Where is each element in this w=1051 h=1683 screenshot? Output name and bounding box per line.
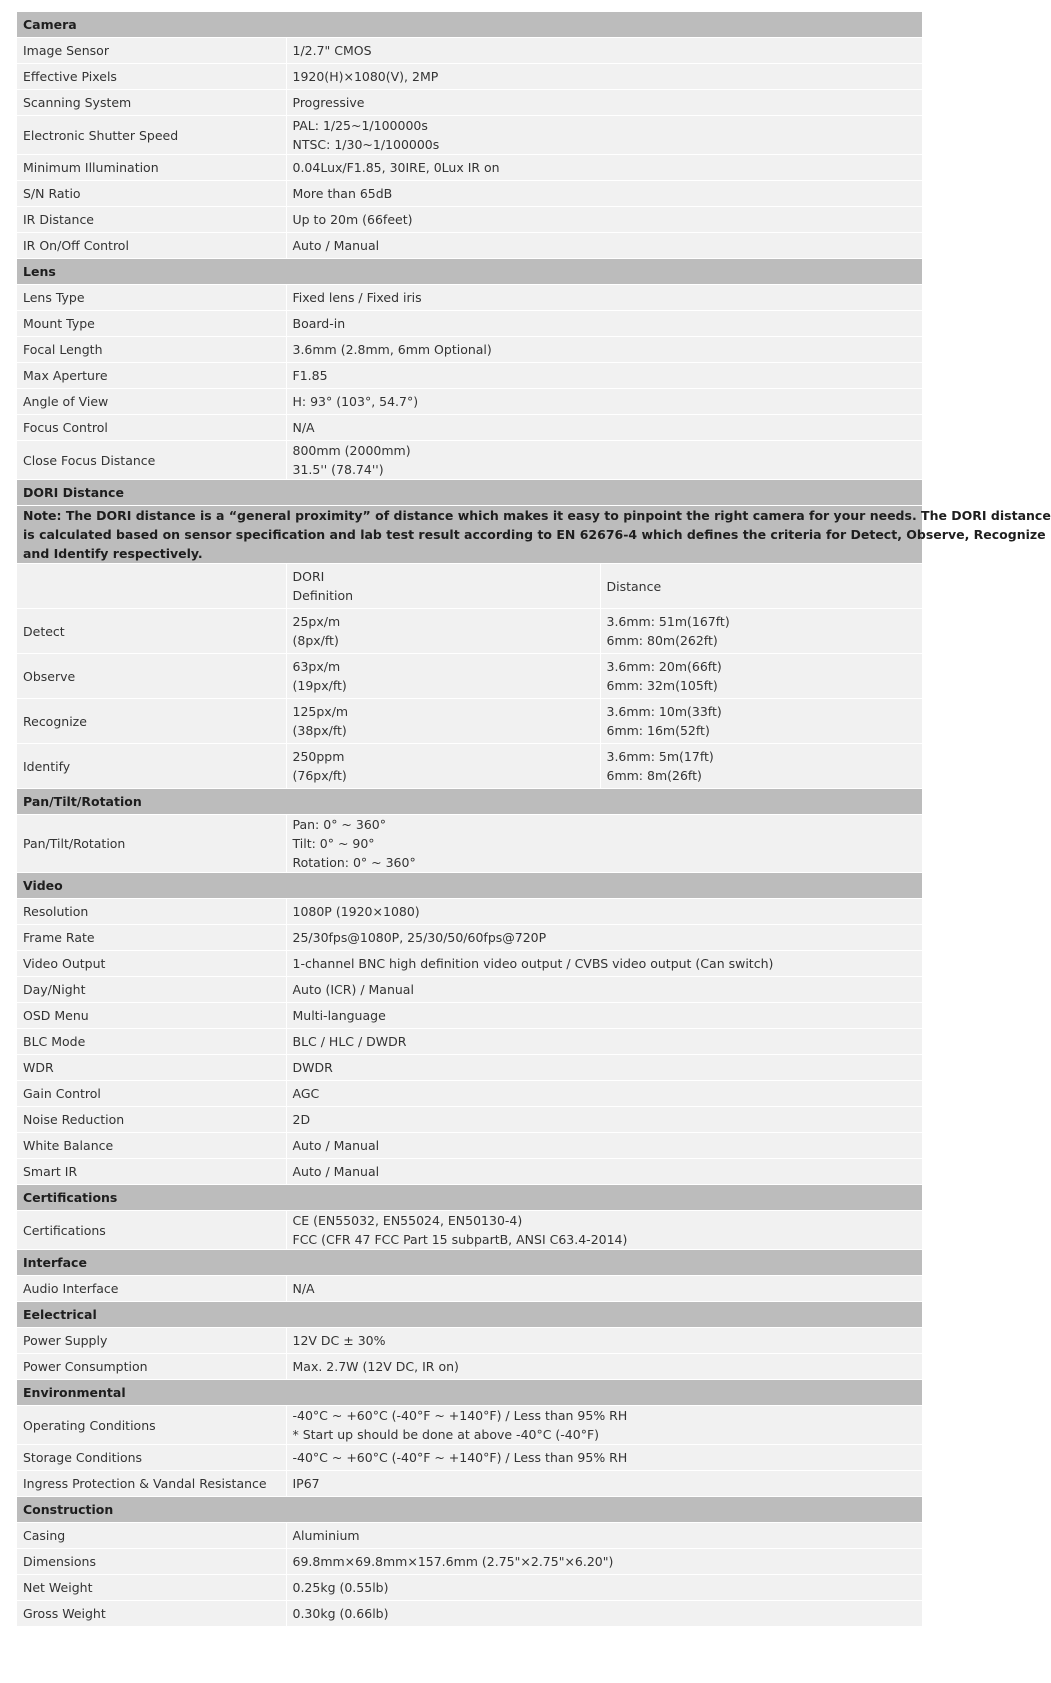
spec-label: Minimum Illumination — [17, 155, 286, 181]
spec-label: Gain Control — [17, 1081, 286, 1107]
spec-value: -40°C ~ +60°C (-40°F ~ +140°F) / Less than 95% RH — [286, 1445, 922, 1471]
dori-distance: 3.6mm: 5m(17ft) 6mm: 8m(26ft) — [600, 744, 922, 789]
spec-label: S/N Ratio — [17, 181, 286, 207]
section-header-camera — [17, 12, 922, 38]
spec-row — [17, 337, 922, 363]
spec-label: Audio Interface — [17, 1276, 286, 1302]
spec-label: Max Aperture — [17, 363, 286, 389]
spec-value: 0.30kg (0.66lb) — [286, 1601, 922, 1627]
section-header-certifications — [17, 1185, 922, 1211]
spec-label: Image Sensor — [17, 38, 286, 64]
dori-row — [17, 609, 922, 654]
spec-row — [17, 925, 922, 951]
spec-row — [17, 1406, 922, 1445]
dori-definition: 63px/m (19px/ft) — [286, 654, 600, 699]
spec-value: Auto / Manual — [286, 1159, 922, 1185]
spec-row — [17, 441, 922, 480]
spec-label: Gross Weight — [17, 1601, 286, 1627]
spec-value: 0.04Lux/F1.85, 30IRE, 0Lux IR on — [286, 155, 922, 181]
spec-label: WDR — [17, 1055, 286, 1081]
spec-label: White Balance — [17, 1133, 286, 1159]
section-header-video — [17, 873, 922, 899]
spec-sheet — [17, 12, 1051, 1627]
section-header-environmental — [17, 1380, 922, 1406]
spec-value: Max. 2.7W (12V DC, IR on) — [286, 1354, 922, 1380]
spec-row — [17, 1276, 922, 1302]
spec-label: Scanning System — [17, 90, 286, 116]
spec-row — [17, 233, 922, 259]
spec-label: Casing — [17, 1523, 286, 1549]
spec-label: Day/Night — [17, 977, 286, 1003]
spec-row — [17, 1081, 922, 1107]
spec-value: 1920(H)×1080(V), 2MP — [286, 64, 922, 90]
spec-value: Auto (ICR) / Manual — [286, 977, 922, 1003]
dori-distance: 3.6mm: 20m(66ft) 6mm: 32m(105ft) — [600, 654, 922, 699]
section-title: Lens — [17, 259, 922, 285]
spec-label: IR On/Off Control — [17, 233, 286, 259]
section-title: Video — [17, 873, 922, 899]
dori-label: Observe — [17, 654, 286, 699]
spec-label: Focal Length — [17, 337, 286, 363]
spec-label: Lens Type — [17, 285, 286, 311]
spec-value: AGC — [286, 1081, 922, 1107]
spec-row — [17, 1107, 922, 1133]
spec-row — [17, 815, 922, 873]
dori-note — [17, 506, 922, 564]
section-header-electrical — [17, 1302, 922, 1328]
spec-row — [17, 1601, 922, 1627]
section-title: Certifications — [17, 1185, 922, 1211]
spec-value: Auto / Manual — [286, 233, 922, 259]
spec-label: Noise Reduction — [17, 1107, 286, 1133]
spec-value: 2D — [286, 1107, 922, 1133]
dori-label: Detect — [17, 609, 286, 654]
spec-label: BLC Mode — [17, 1029, 286, 1055]
spec-value: CE (EN55032, EN55024, EN50130-4) FCC (CFR 47 FCC Part 15 subpartB, ANSI C63.4-2014) — [286, 1211, 922, 1250]
section-title: Environmental — [17, 1380, 922, 1406]
spec-label: Ingress Protection & Vandal Resistance — [17, 1471, 286, 1497]
spec-value: 12V DC ± 30% — [286, 1328, 922, 1354]
spec-row — [17, 1133, 922, 1159]
dori-label: Identify — [17, 744, 286, 789]
spec-row — [17, 1523, 922, 1549]
spec-value: Auto / Manual — [286, 1133, 922, 1159]
spec-value: H: 93° (103°, 54.7°) — [286, 389, 922, 415]
spec-row — [17, 64, 922, 90]
spec-value: F1.85 — [286, 363, 922, 389]
spec-label: Operating Conditions — [17, 1406, 286, 1445]
spec-row — [17, 951, 922, 977]
spec-row — [17, 1003, 922, 1029]
section-title: Pan/Tilt/Rotation — [17, 789, 922, 815]
spec-value: N/A — [286, 1276, 922, 1302]
dori-header-row — [17, 564, 922, 609]
dori-row — [17, 699, 922, 744]
spec-label: Power Supply — [17, 1328, 286, 1354]
spec-label: Power Consumption — [17, 1354, 286, 1380]
dori-definition: 250ppm (76px/ft) — [286, 744, 600, 789]
spec-row — [17, 285, 922, 311]
spec-row — [17, 311, 922, 337]
dori-note-line: Note: The DORI distance is a “general proximity” of distance which makes it easy to pinpoint the right camera for your needs. The DORI distance — [23, 508, 1051, 523]
spec-value: 800mm (2000mm) 31.5'' (78.74'') — [286, 441, 922, 480]
dori-definition-header: DORI Definition — [286, 564, 600, 609]
spec-label: Pan/Tilt/Rotation — [17, 815, 286, 873]
spec-value: Progressive — [286, 90, 922, 116]
dori-row — [17, 654, 922, 699]
spec-row — [17, 1549, 922, 1575]
section-title: DORI Distance — [17, 480, 922, 506]
spec-value: 1-channel BNC high definition video output / CVBS video output (Can switch) — [286, 951, 922, 977]
spec-label: Close Focus Distance — [17, 441, 286, 480]
spec-row — [17, 38, 922, 64]
spec-value: DWDR — [286, 1055, 922, 1081]
spec-label: Video Output — [17, 951, 286, 977]
spec-row — [17, 116, 922, 155]
spec-value: 25/30fps@1080P, 25/30/50/60fps@720P — [286, 925, 922, 951]
spec-row — [17, 899, 922, 925]
spec-value: 1/2.7" CMOS — [286, 38, 922, 64]
spec-label: Resolution — [17, 899, 286, 925]
spec-value: Pan: 0° ~ 360° Tilt: 0° ~ 90° Rotation: 0° ~ 360° — [286, 815, 922, 873]
dori-note-line: is calculated based on sensor specification and lab test result according to EN 62676-4 which defines the criteria for Detect, Observe, Recognize — [23, 527, 1046, 542]
spec-value: 69.8mm×69.8mm×157.6mm (2.75"×2.75"×6.20") — [286, 1549, 922, 1575]
section-header-construction — [17, 1497, 922, 1523]
section-header-pan-tilt-rotation — [17, 789, 922, 815]
spec-value: More than 65dB — [286, 181, 922, 207]
spec-row — [17, 1575, 922, 1601]
spec-value: Fixed lens / Fixed iris — [286, 285, 922, 311]
spec-label: Electronic Shutter Speed — [17, 116, 286, 155]
spec-row — [17, 1211, 922, 1250]
spec-value: 0.25kg (0.55lb) — [286, 1575, 922, 1601]
spec-row — [17, 1029, 922, 1055]
section-title: Construction — [17, 1497, 922, 1523]
spec-row — [17, 363, 922, 389]
dori-row — [17, 744, 922, 789]
spec-value: N/A — [286, 415, 922, 441]
spec-row — [17, 1055, 922, 1081]
dori-note-text — [17, 506, 1051, 564]
spec-table — [17, 12, 1051, 1627]
spec-value: -40°C ~ +60°C (-40°F ~ +140°F) / Less than 95% RH * Start up should be done at above -40°C (-40°F) — [286, 1406, 922, 1445]
spec-row — [17, 1159, 922, 1185]
dori-distance-header: Distance — [600, 564, 922, 609]
spec-value: Board-in — [286, 311, 922, 337]
spec-label: Focus Control — [17, 415, 286, 441]
spec-row — [17, 415, 922, 441]
section-header-lens — [17, 259, 922, 285]
spec-label: Certifications — [17, 1211, 286, 1250]
section-title: Camera — [17, 12, 922, 38]
spec-value: 3.6mm (2.8mm, 6mm Optional) — [286, 337, 922, 363]
section-title: Interface — [17, 1250, 922, 1276]
dori-definition: 125px/m (38px/ft) — [286, 699, 600, 744]
spec-value: Aluminium — [286, 1523, 922, 1549]
spec-label: Dimensions — [17, 1549, 286, 1575]
spec-row — [17, 1471, 922, 1497]
spec-row — [17, 1354, 922, 1380]
spec-label: IR Distance — [17, 207, 286, 233]
spec-label: Mount Type — [17, 311, 286, 337]
spec-row — [17, 977, 922, 1003]
spec-label: Angle of View — [17, 389, 286, 415]
spec-label: Net Weight — [17, 1575, 286, 1601]
spec-value: Multi-language — [286, 1003, 922, 1029]
spec-value: 1080P (1920×1080) — [286, 899, 922, 925]
section-header-dori — [17, 480, 922, 506]
spec-value: Up to 20m (66feet) — [286, 207, 922, 233]
spec-row — [17, 207, 922, 233]
dori-note-line: and Identify respectively. — [23, 546, 203, 561]
spec-row — [17, 155, 922, 181]
spec-row — [17, 1328, 922, 1354]
spec-row — [17, 181, 922, 207]
spec-label: Frame Rate — [17, 925, 286, 951]
spec-label: Smart IR — [17, 1159, 286, 1185]
spec-label: Effective Pixels — [17, 64, 286, 90]
spec-value: PAL: 1/25~1/100000s NTSC: 1/30~1/100000s — [286, 116, 922, 155]
spec-value: IP67 — [286, 1471, 922, 1497]
spec-row — [17, 389, 922, 415]
dori-definition: 25px/m (8px/ft) — [286, 609, 600, 654]
dori-distance: 3.6mm: 51m(167ft) 6mm: 80m(262ft) — [600, 609, 922, 654]
dori-distance: 3.6mm: 10m(33ft) 6mm: 16m(52ft) — [600, 699, 922, 744]
spec-row — [17, 90, 922, 116]
spec-label: OSD Menu — [17, 1003, 286, 1029]
dori-label: Recognize — [17, 699, 286, 744]
section-header-interface — [17, 1250, 922, 1276]
spec-value: BLC / HLC / DWDR — [286, 1029, 922, 1055]
spec-label: Storage Conditions — [17, 1445, 286, 1471]
spec-row — [17, 1445, 922, 1471]
section-title: Eelectrical — [17, 1302, 922, 1328]
